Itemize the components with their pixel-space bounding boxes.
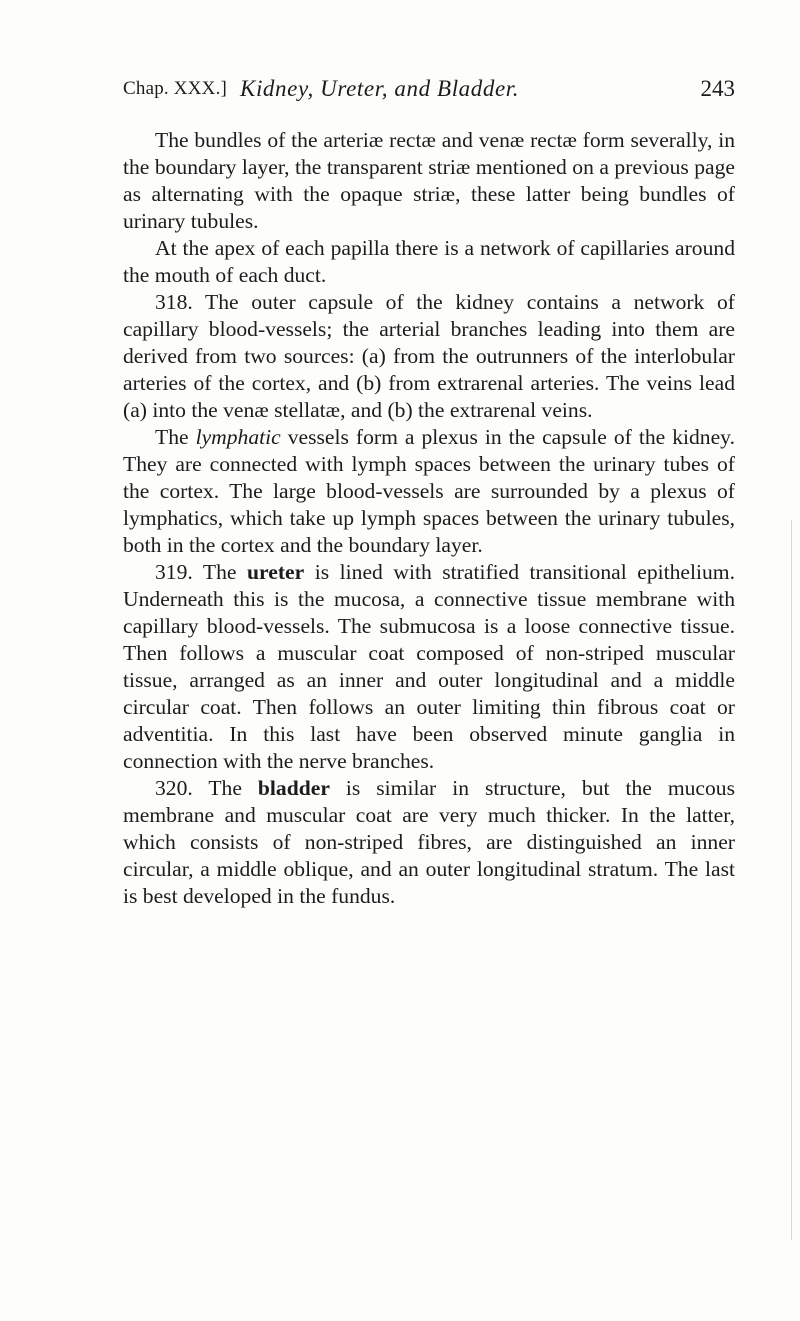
paragraph [123, 775, 735, 910]
paragraph [123, 235, 735, 289]
paragraph [123, 559, 735, 775]
paragraph-text: 319. The [155, 560, 248, 584]
paragraph [123, 127, 735, 235]
paragraph-text: The bundles of the arteriæ rectæ and venæ rectæ form severally, in the boundary layer, the transparent striæ mentioned on a previous page as alternating with the opaque striæ, these latter being bundles of urinary tubules. [123, 128, 735, 233]
paragraph [123, 289, 735, 424]
paragraph-text: 320. The [155, 776, 258, 800]
page-edge-shadow [791, 520, 792, 1240]
bold-term: bladder [257, 776, 330, 800]
italic-term: lymphatic [195, 425, 281, 449]
paragraph-text: At the apex of each papilla there is a network of capillaries around the mouth of each duct. [123, 236, 735, 287]
chapter-title: Kidney, Ureter, and Bladder. [240, 76, 520, 101]
paragraph-text: vessels form a plexus in the capsule of the kidney. They are connected with lymph spaces between the urinary tubes of the cortex. The large blood-vessels are surrounded by a plexus of lymphatics, which take up lymph spaces between the urinary tubules, both in the cortex and the boundary layer. [123, 425, 735, 557]
paragraph [123, 424, 735, 559]
paragraph-text: is similar in structure, but the mucous membrane and muscular coat are very much thicker. In the latter, which consists of non-striped fibres, are distinguished an inner circular, a middle oblique, and an outer longitudinal stratum. The last is best developed in the fundus. [123, 776, 735, 908]
page-number: 243 [700, 76, 735, 101]
body-text [123, 127, 735, 910]
bold-term: ureter [247, 560, 305, 584]
paragraph-text: is lined with stratified transitional epithelium. Underneath this is the mucosa, a connective tissue membrane with capillary blood-vessels. The submucosa is a loose connective tissue. Then follows a muscular coat composed of non-striped muscular tissue, arranged as an inner and outer longitudinal and a middle circular coat. Then follows an outer limiting thin fibrous coat or adventitia. In this last have been observed minute ganglia in connection with the nerve branches. [123, 560, 735, 773]
paragraph-text: The [155, 425, 196, 449]
paragraph-text: 318. The outer capsule of the kidney contains a network of capillary blood-vessels; the arterial branches leading into them are derived from two sources: (a) from the outrunners of the interlobular arteries of the cortex, and (b) from extrarenal arteries. The veins lead (a) into the venæ stellatæ, and (b) the extrarenal veins. [123, 290, 735, 422]
chapter-label: Chap. XXX.] [123, 78, 228, 99]
running-head [123, 73, 735, 105]
